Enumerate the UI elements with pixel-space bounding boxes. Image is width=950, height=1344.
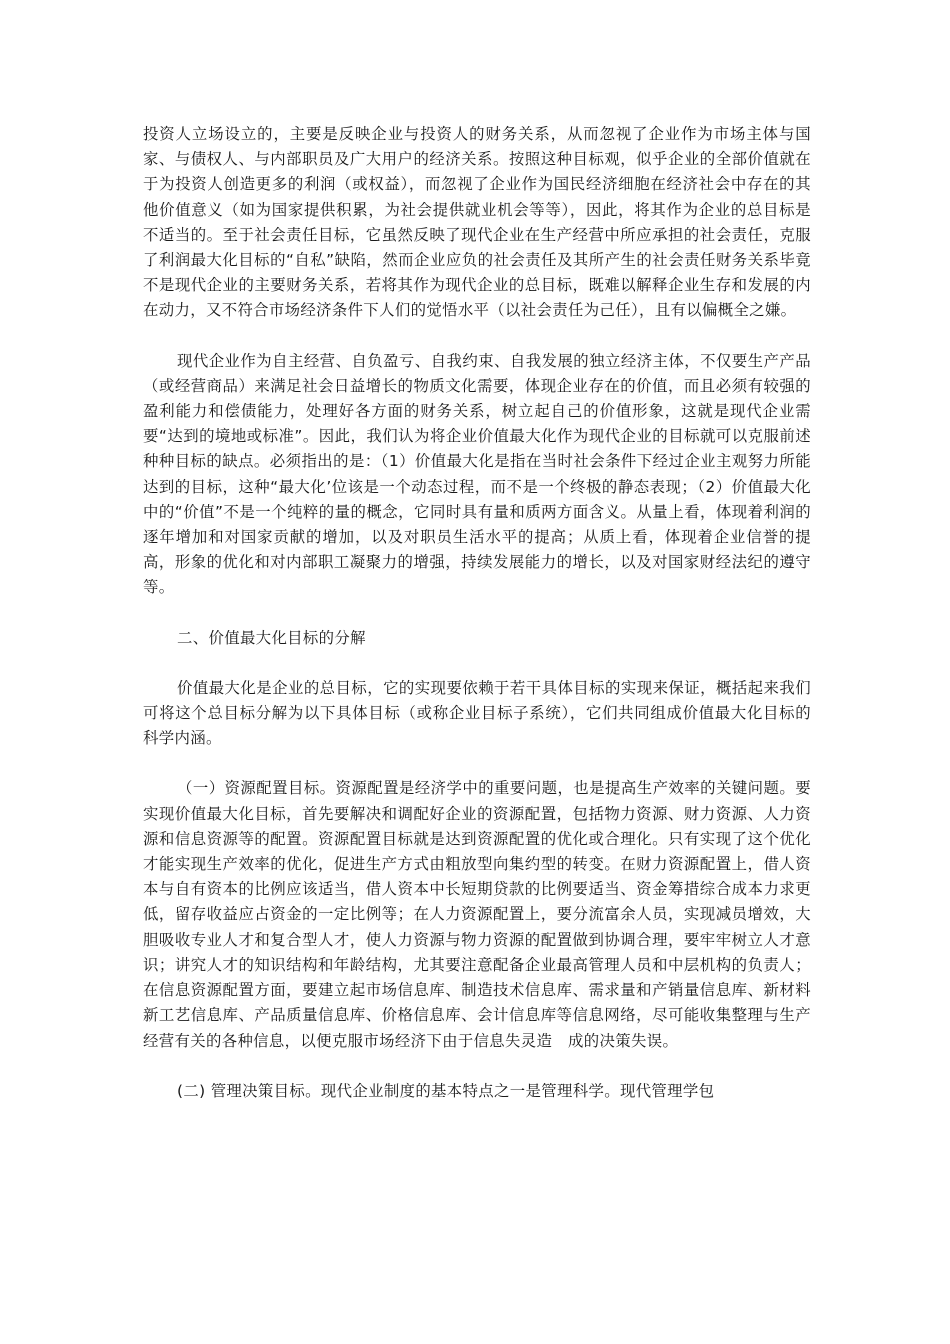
paragraph-gap [143, 651, 811, 676]
paragraph-gap [143, 601, 811, 626]
paragraph-gap [143, 324, 811, 349]
paragraph-management-decision: (二) 管理决策目标。现代企业制度的基本特点之一是管理科学。现代管理学包 [177, 1081, 715, 1100]
section-heading: 二、价值最大化目标的分解 [177, 628, 366, 647]
paragraph-gap [143, 751, 811, 776]
paragraph-value-maximization: 现代企业作为自主经营、自负盈亏、自我约束、自我发展的独立经济主体，不仅要生产产品（或经营商品）来满足社会日益增长的物质文化需要，体现企业存在的价值，而且必须有较强的盈利能力和偿债能力，处理好各方面的财务关系，树立起自己的价值形象，这就是现代企业需要“达到的境地或标准”。因此，我们认为将企业价值最大化作为现代企业的目标就可以克服前述种种目标的缺点。必须指出的是：（1）价值最大化是指在当时社会条件下经过企业主观努力所能达到的目标，这种“最大化’位该是一个动态过程，而不是一个终极的静态表现；（2）价值最大化中的“价值”不是一个纯粹的量的概念，它同时具有量和质两方面含义。从量上看，体现着利润的逐年增加和对国家贡献的增加，以及对职员生活水平的提高；从质上看，体现着企业信誉的提高，形象的优化和对内部职工凝聚力的增强，持续发展能力的增长，以及对国家财经法纪的遵守等。 [143, 351, 811, 597]
paragraph-gap [143, 1054, 811, 1079]
document-page [143, 122, 811, 1104]
paragraph-goal-decomposition: 价值最大化是企业的总目标，它的实现要依赖于若干具体目标的实现来保证，概括起来我们可将这个总目标分解为以下具体目标（或称企业目标子系统），它们共同组成价值最大化目标的科学内涵。 [143, 678, 811, 748]
paragraph-continuation: 投资人立场设立的，主要是反映企业与投资人的财务关系，从而忽视了企业作为市场主体与国家、与债权人、与内部职员及广大用户的经济关系。按照这种目标观，似乎企业的全部价值就在于为投资人创造更多的利润（或权益），而忽视了企业作为国民经济细胞在经济社会中存在的其他价值意义（如为国家提供积累，为社会提供就业机会等等），因此，将其作为企业的总目标是不适当的。至于社会责任目标，它虽然反映了现代企业在生产经营中所应承担的社会责任，克服了利润最大化目标的“自私”缺陷，然而企业应负的社会责任及其所产生的社会责任财务关系毕竟不是现代企业的主要财务关系，若将其作为现代企业的总目标，既难以解释企业生存和发展的内在动力，又不符合市场经济条件下人们的觉悟水平（以社会责任为己任），且有以偏概全之嫌。 [143, 125, 811, 320]
paragraph-resource-allocation: （一）资源配置目标。资源配置是经济学中的重要问题，也是提高生产效率的关键问题。要实现价值最大化目标，首先要解决和调配好企业的资源配置，包括物力资源、财力资源、人力资源和信息资源等的配置。资源配置目标就是达到资源配置的优化或合理化。只有实现了这个优化才能实现生产效率的优化，促进生产方式由粗放型向集约型的转变。在财力资源配置上，借人资本与自有资本的比例应该适当，借人资本中长短期贷款的比例要适当、资金筹措综合成本力求更低，留存收益应占资金的一定比例等；在人力资源配置上，要分流富余人员，实现减员增效，大胆吸收专业人才和复合型人才，使人力资源与物力资源的配置做到协调合理，要牢牢树立人才意识；讲究人才的知识结构和年龄结构，尤其要注意配备企业最高管理人员和中层机构的负责人；在信息资源配置方面，要建立起市场信息库、制造技术信息库、需求量和产销量信息库、新材料新工艺信息库、产品质量信息库、价格信息库、会计信息库等信息网络，尽可能收集整理与生产经营有关的各种信息，以便克服市场经济下由于信息失灵造 成的决策失误。 [143, 779, 811, 1050]
